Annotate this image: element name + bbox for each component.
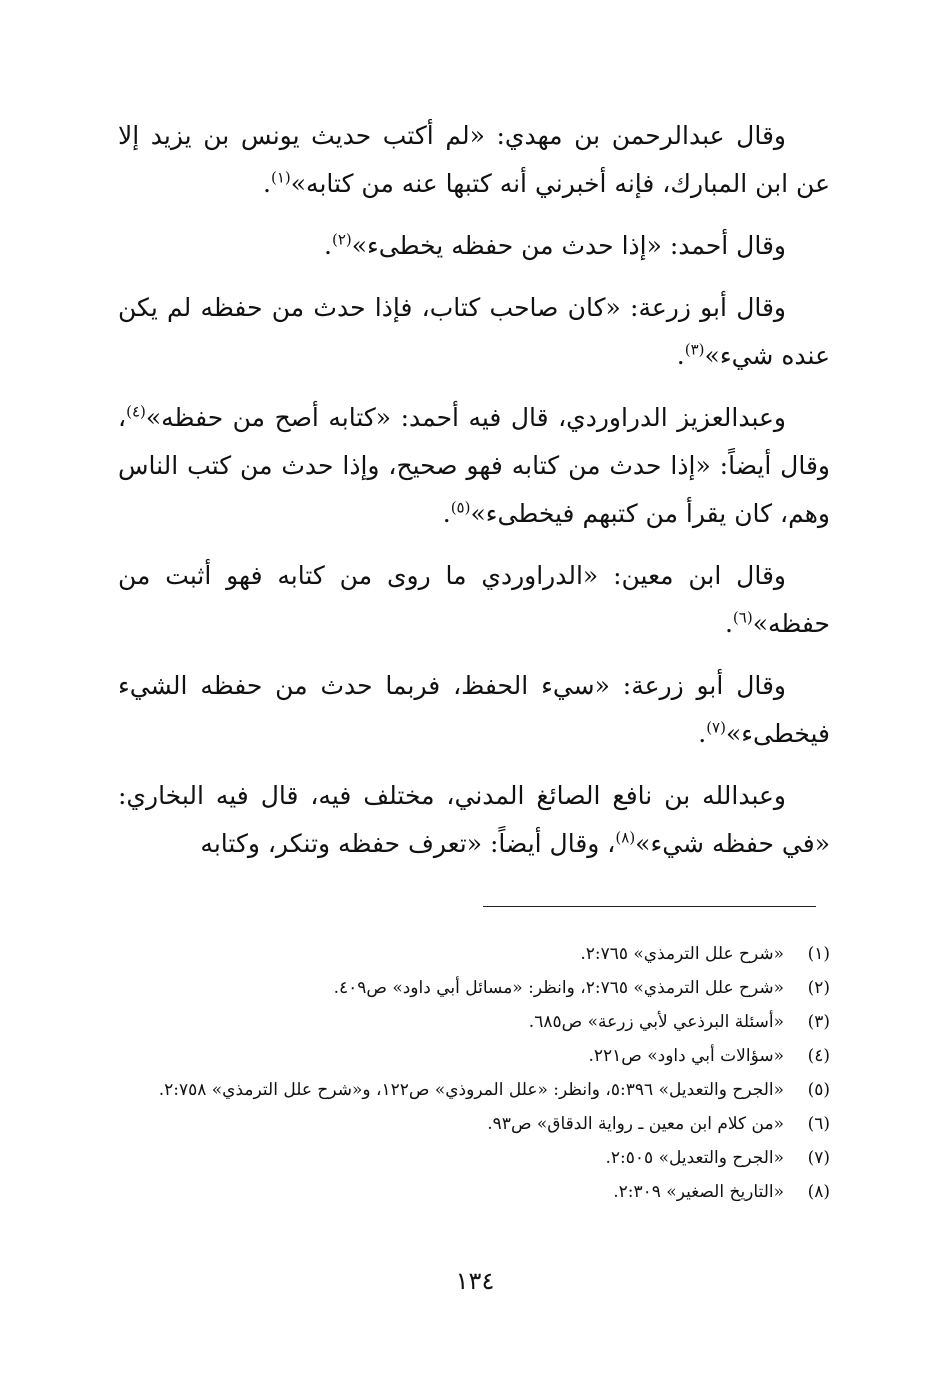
footnote-text: «شرح علل الترمذي» ٢:٧٦٥. <box>580 944 784 964</box>
paragraph-2 <box>118 222 830 270</box>
paragraph-text-middle: ، وقال أيضاً: «إذا حدث من كتابه فهو صحيح، وإذا حدث من كتب الناس وهم، كان يقرأ من كتبهم فيخطىء» <box>118 403 830 528</box>
footnote-text: «التاريخ الصغير» ٢:٣٠٩. <box>613 1182 784 1202</box>
footnote-item <box>118 1005 830 1039</box>
paragraph-5 <box>118 552 830 648</box>
paragraph-text: وقال أبو زرعة: «سيء الحفظ، فربما حدث من حفظه الشيء فيخطىء» <box>118 671 830 748</box>
paragraph-text-end: . <box>263 169 271 198</box>
paragraph-text-end: . <box>442 499 451 528</box>
footnote-number: (٨) <box>807 1182 830 1202</box>
footnote-ref: (٥) <box>450 498 471 517</box>
footnote-ref: (٦) <box>732 608 753 627</box>
footnote-ref: (٤) <box>126 402 146 421</box>
footnote-text: «من كلام ابن معين ـ رواية الدقاق» ص٩٣. <box>487 1114 784 1134</box>
footnote-text: «الجرح والتعديل» ٢:٥٠٥. <box>605 1148 784 1168</box>
footnote-text: «شرح علل الترمذي» ٢:٧٦٥، وانظر: «مسائل أبي داود» ص٤٠٩. <box>333 978 784 998</box>
footnote-number: (١) <box>807 944 830 964</box>
footnote-item <box>118 1039 830 1073</box>
footnote-ref: (٢) <box>331 230 352 249</box>
footnote-number: (٤) <box>807 1046 830 1066</box>
paragraph-text-end: ، وقال أيضاً: «تعرف حفظه وتنكر، وكتابه <box>200 829 616 858</box>
paragraph-text-end: . <box>324 231 332 260</box>
footnote-number: (٥) <box>807 1080 830 1100</box>
paragraph-7 <box>118 772 830 868</box>
footnote-text: «الجرح والتعديل» ٥:٣٩٦، وانظر: «علل المروذي» ص١٢٢، و«شرح علل الترمذي» ٢:٧٥٨. <box>158 1080 784 1100</box>
paragraph-text-end: . <box>698 719 707 748</box>
footnote-item <box>118 1175 830 1209</box>
footnote-item <box>118 1107 830 1141</box>
paragraph-4 <box>118 394 830 538</box>
footnote-ref: (١) <box>270 168 291 187</box>
footnote-ref: (٣) <box>684 340 705 359</box>
paragraph-text: وقال عبدالرحمن بن مهدي: «لم أكتب حديث يونس بن يزيد إلا عن ابن المبارك، فإنه أخبرني أنه كتبها عنه من كتابه» <box>118 121 830 198</box>
paragraph-1 <box>118 112 830 208</box>
footnote-text: «سؤالات أبي داود» ص٢٢١. <box>588 1046 784 1066</box>
footnote-ref: (٨) <box>615 828 636 847</box>
footnote-number: (٢) <box>807 978 830 998</box>
footnote-number: (٦) <box>807 1114 830 1134</box>
footnote-item <box>118 1141 830 1175</box>
footnote-item <box>118 937 830 971</box>
paragraph-text-end: . <box>676 341 685 370</box>
footnote-separator <box>483 906 816 907</box>
footnote-number: (٣) <box>807 1012 830 1032</box>
main-text <box>118 112 830 868</box>
footnote-item <box>118 971 830 1005</box>
paragraph-3 <box>118 284 830 380</box>
paragraph-text: وعبدالعزيز الدراوردي، قال فيه أحمد: «كتابه أصح من حفظه» <box>145 403 786 432</box>
paragraph-text: وعبدالله بن نافع الصائغ المدني، مختلف فيه، قال فيه البخاري: «في حفظه شيء» <box>118 781 830 858</box>
paragraph-6 <box>118 662 830 758</box>
paragraph-text-end: . <box>724 609 733 638</box>
footnote-text: «أسئلة البرذعي لأبي زرعة» ص٦٨٥. <box>528 1012 784 1032</box>
paragraph-text: وقال أبو زرعة: «كان صاحب كتاب، فإذا حدث من حفظه لم يكن عنده شيء» <box>118 293 830 370</box>
footnote-item <box>118 1073 830 1107</box>
footnote-ref: (٧) <box>706 718 726 737</box>
footnote-number: (٧) <box>807 1148 830 1168</box>
paragraph-text: وقال ابن معين: «الدراوردي ما روى من كتابه فهو أثبت من حفظه» <box>118 561 830 638</box>
footnotes <box>118 937 830 1209</box>
paragraph-text: وقال أحمد: «إذا حدث من حفظه يخطىء» <box>351 231 786 260</box>
page-number: ١٣٤ <box>455 1267 495 1295</box>
